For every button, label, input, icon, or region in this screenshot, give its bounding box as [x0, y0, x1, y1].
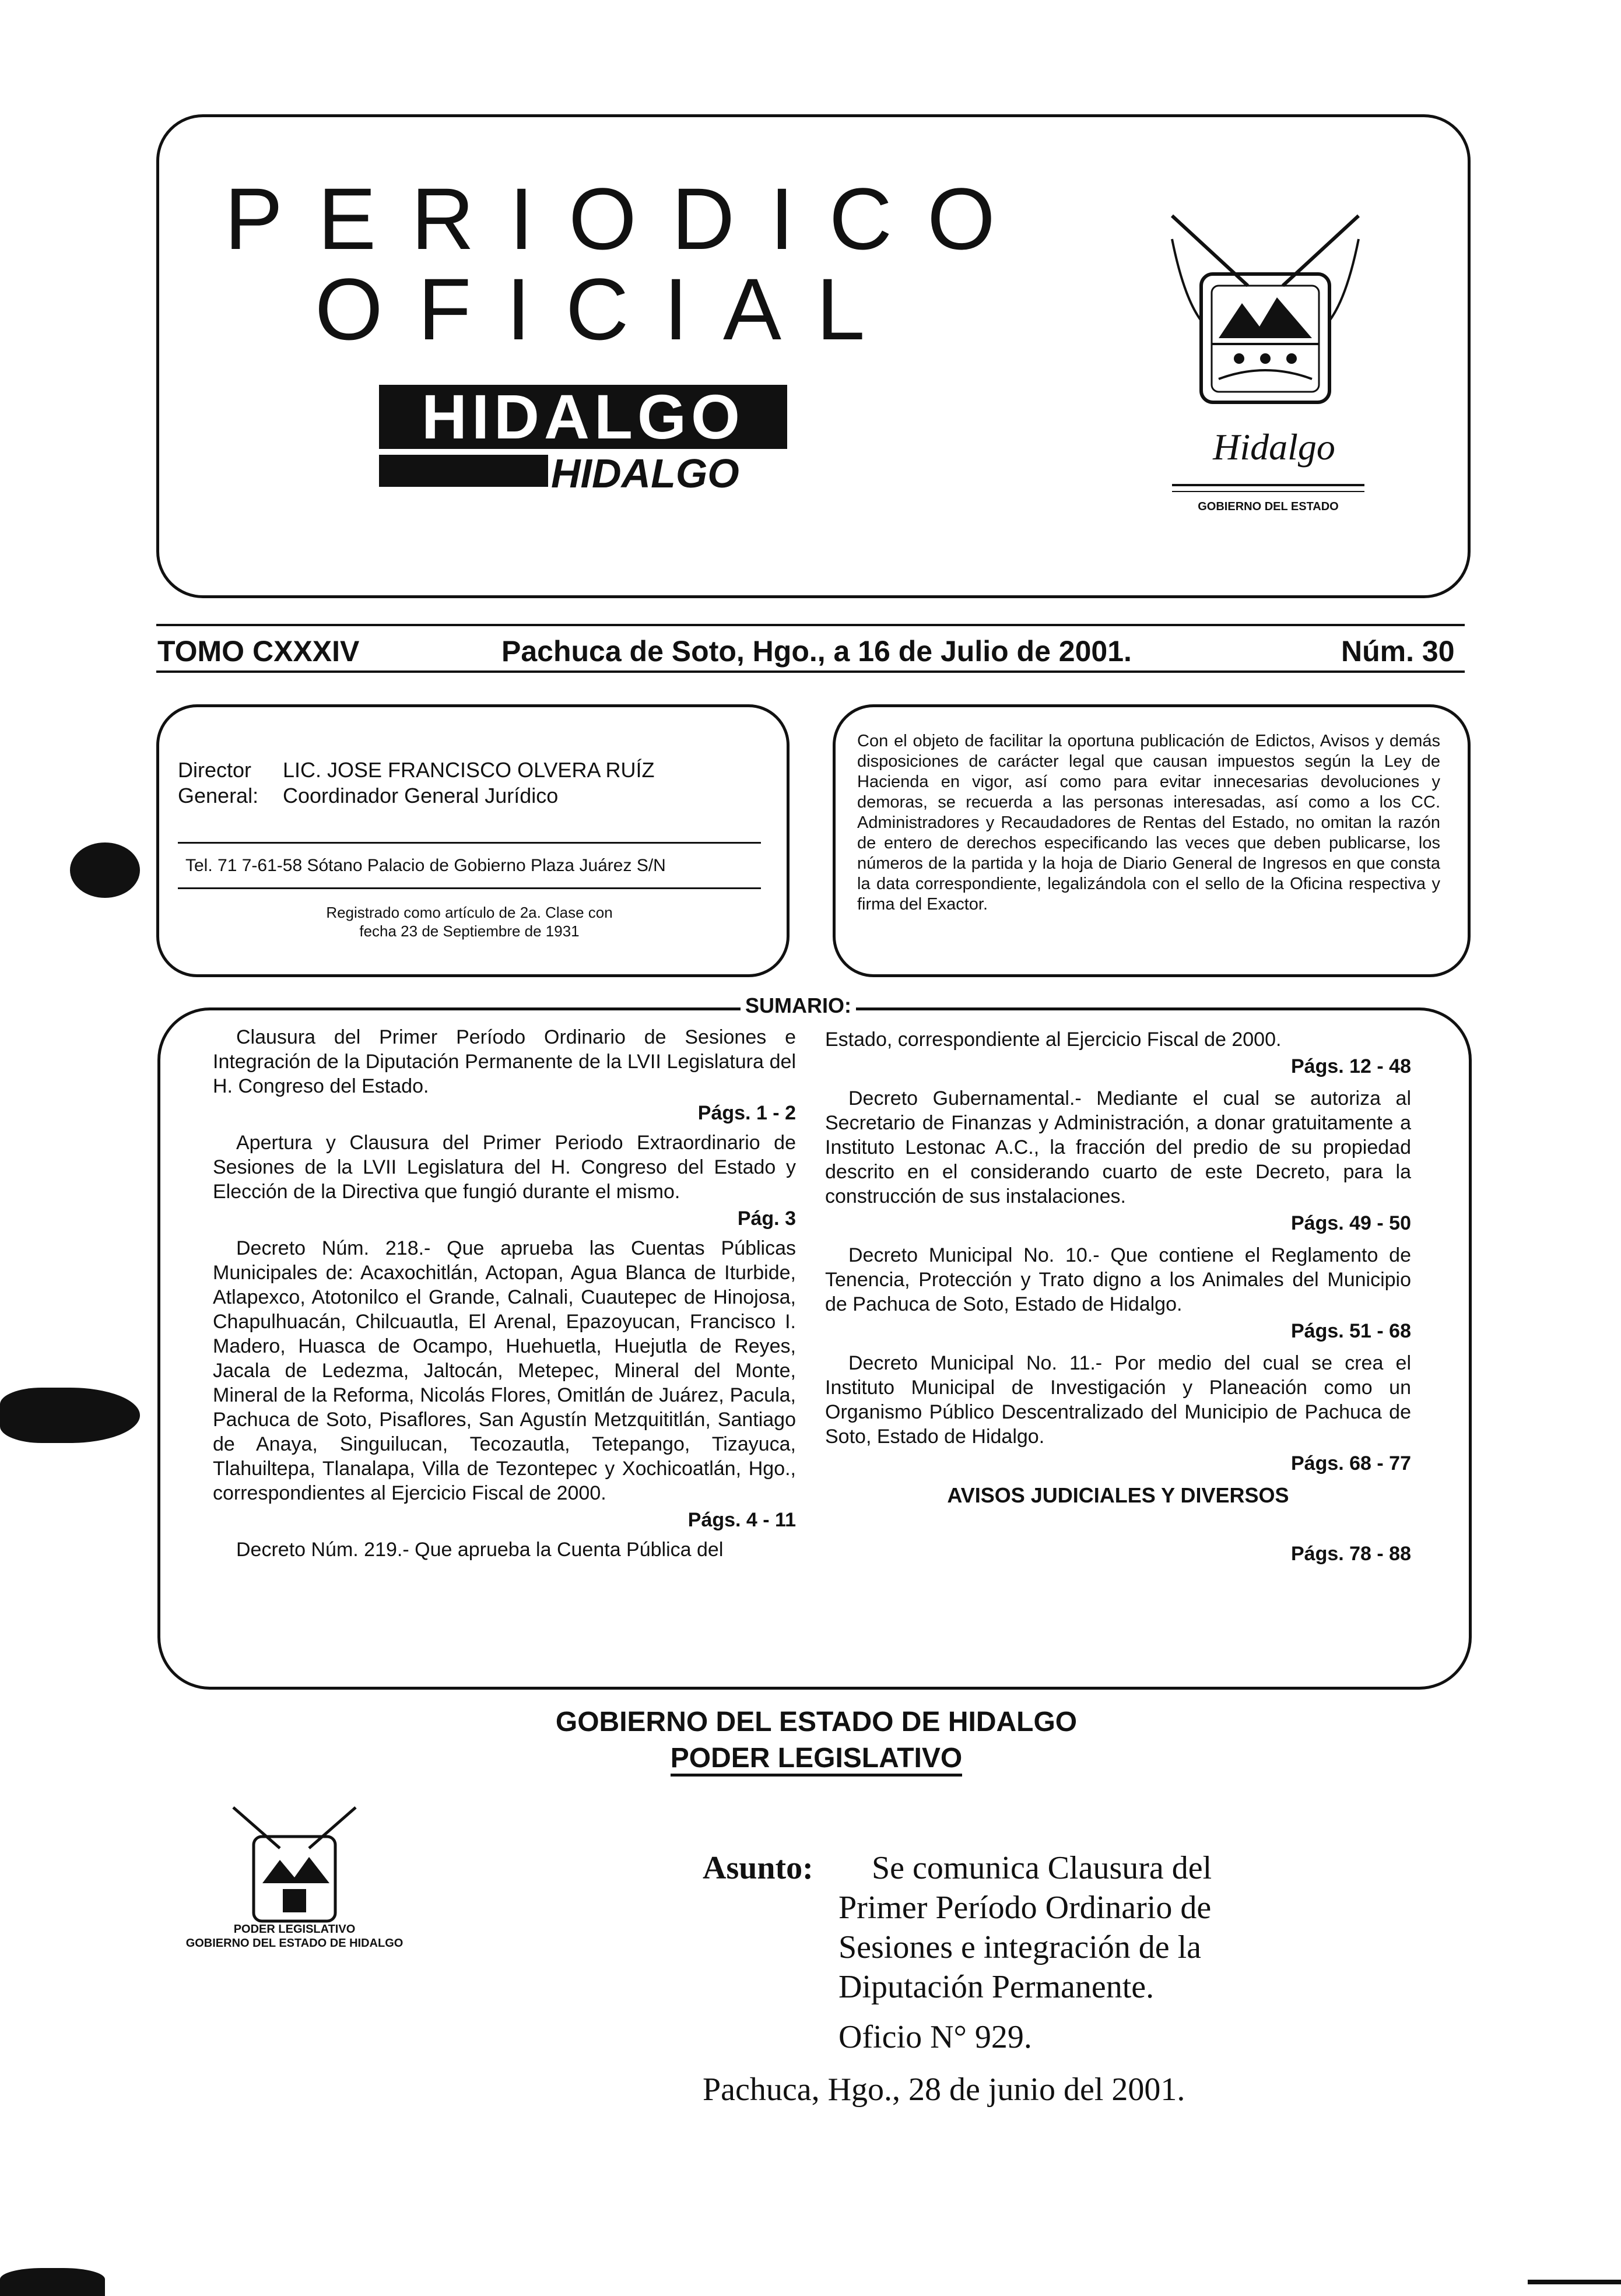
hidalgo-logo-big: HIDALGO	[379, 385, 787, 449]
notice-text: Con el objeto de facilitar la oportuna publicación de Edictos, Avisos y demás disposiciones de carácter legal que causan impuestos según la Ley de Hacienda en vigor, así como para evitar innecesarias devoluciones y demoras, se recuerda a las personas interesadas, así como a los CC. Administradores y Recaudadores de Rentas del Estado, no omitan la razón de entero de derechos especificando las veces que deben publicarse, los números de la partida y la hoja de Diario General de Ingresos en que consta la data correspondiente, legalizándola con el sello de la Oficina respectiva y firma del Exactor.	[857, 732, 1440, 914]
director-label2: General:	[178, 784, 259, 808]
gov-line: GOBIERNO DEL ESTADO DE HIDALGO	[555, 1707, 1078, 1737]
sumario-continuation-pages: Págs. 12 - 48	[1290, 1055, 1411, 1077]
sumario-item-pages: Págs. 51 - 68	[1290, 1320, 1411, 1342]
sumario-item	[213, 1025, 796, 1125]
sumario-item-pages: Pág. 3	[737, 1207, 796, 1230]
issue-number: Núm. 30	[1341, 635, 1455, 668]
sumario-item	[213, 1236, 796, 1532]
sumario-avisos: AVISOS JUDICIALES Y DIVERSOS	[947, 1483, 1289, 1507]
issue-date: Pachuca de Soto, Hgo., a 16 de Julio de 2001.	[501, 635, 1132, 668]
scan-blot	[0, 2268, 105, 2296]
tomo: TOMO CXXXIV	[157, 635, 360, 668]
legislative-seal-caption2: GOBIERNO DEL ESTADO DE HIDALGO	[185, 1937, 404, 1950]
issue-rule-bottom	[156, 670, 1465, 673]
sumario-left-column	[213, 1025, 796, 1562]
director-name: LIC. JOSE FRANCISCO OLVERA RUÍZ	[283, 758, 655, 782]
sumario-avisos-pages: Págs. 78 - 88	[1290, 1543, 1411, 1565]
asunto-label: Asunto:	[703, 1850, 813, 1886]
sumario-item-text: Decreto Núm. 218.- Que aprueba las Cuentas Públicas Municipales de: Acaxochitlán, Actopan, Agua Blanca de Iturbide, Atlapexco, Atotonilco el Grande, Calnali, Cuautepec de Hinojosa, Chapulhuacán, Chilcuautla, El Arenal, Epazoyucan, Francisco I. Madero, Huasca de Ocampo, Huehuetla, Huejutla de Reyes, Jacala de Ledezma, Jaltocán, Metepec, Mineral del Monte, Mineral de la Reforma, Nicolás Flores, Omitlán de Juárez, Pacula, Pachuca de Soto, Pisaflores, San Agustín Metzquititlán, Santiago de Anaya, Singuilucan, Tecozautla, Tetepango, Tizayuca, Tlahuiltepa, Tlanalapa, Villa de Tezontepec y Xochicoatlán, Hgo., correspondientes al Ejercicio Fiscal de 2000.	[213, 1237, 796, 1504]
sumario-item	[213, 1131, 796, 1230]
branch-line-text: PODER LEGISLATIVO	[671, 1743, 962, 1777]
scan-blot	[0, 1388, 140, 1443]
sumario-item-pages: Págs. 68 - 77	[1290, 1452, 1411, 1475]
sumario-item-text: Clausura del Primer Período Ordinario de Sesiones e Integración de la Diputación Permanente de la LVII Legislatura del H. Congreso del Estado.	[213, 1026, 796, 1097]
hidalgo-logo-bar	[379, 455, 548, 487]
letter-date: Pachuca, Hgo., 28 de junio del 2001.	[703, 2072, 1185, 2108]
state-seal-icon	[1160, 204, 1370, 426]
sumario-item-text: Decreto Municipal No. 10.- Que contiene el Reglamento de Tenencia, Protección y Trato digno a los Animales del Municipio de Pachuca de Soto, Estado de Hidalgo.	[825, 1244, 1411, 1315]
asunto-line: Se comunica Clausura del	[872, 1850, 1212, 1886]
sumario-item-pages: Págs. 49 - 50	[1290, 1212, 1411, 1234]
seal-script: Hidalgo	[1213, 426, 1335, 468]
asunto-line: Sesiones e integración de la	[838, 1929, 1202, 1965]
hidalgo-logo-small: HIDALGO	[551, 451, 739, 496]
director-rule2	[178, 887, 761, 889]
sumario-right-column	[825, 1027, 1411, 1565]
scan-blot	[70, 842, 140, 898]
director-role: Coordinador General Jurídico	[283, 784, 559, 808]
asunto-line: Primer Período Ordinario de	[838, 1890, 1212, 1926]
seal-rule-thin	[1172, 491, 1364, 492]
seal-caption: GOBIERNO DEL ESTADO	[1198, 500, 1339, 513]
sumario-item	[825, 1243, 1411, 1343]
sumario-item-pages: Págs. 1 - 2	[697, 1102, 796, 1124]
sumario-item	[213, 1537, 796, 1562]
branch-line	[408, 1742, 1224, 1774]
oficio-number: Oficio N° 929.	[838, 2019, 1032, 2055]
issue-rule-top	[156, 624, 1465, 626]
sumario-item-text: Decreto Núm. 219.- Que aprueba la Cuenta Pública del	[236, 1539, 724, 1561]
sumario-item-pages: Págs. 4 - 11	[687, 1509, 796, 1531]
director-reg2: fecha 23 de Septiembre de 1931	[359, 922, 580, 940]
sumario-item	[825, 1351, 1411, 1475]
asunto-line: Diputación Permanente.	[838, 1969, 1155, 2005]
legislative-seal-icon	[227, 1802, 362, 1930]
director-rule1	[178, 842, 761, 844]
director-tel: Tel. 71 7-61-58 Sótano Palacio de Gobierno Plaza Juárez S/N	[185, 856, 666, 875]
legislative-seal-caption1: PODER LEGISLATIVO	[233, 1923, 356, 1936]
sumario-item-text: Apertura y Clausura del Primer Periodo Extraordinario de Sesiones de la LVII Legislatura del H. Congreso del Estado y Elección de la Directiva que fungió durante el mismo.	[213, 1132, 796, 1203]
sumario-item-text: Decreto Municipal No. 11.- Por medio del cual se crea el Instituto Municipal de Investigación y Planeación como un Organismo Público Descentralizado del Municipio de Pachuca de Soto, Estado de Hidalgo.	[825, 1352, 1411, 1448]
director-reg1: Registrado como artículo de 2a. Clase con	[326, 904, 613, 921]
scan-mark	[1528, 2280, 1621, 2284]
seal-rule	[1172, 484, 1364, 486]
title-periodico: PERIODICO	[224, 170, 1030, 268]
sumario-continuation: Estado, correspondiente al Ejercicio Fiscal de 2000.	[825, 1028, 1282, 1051]
sumario-heading: SUMARIO:	[741, 993, 856, 1018]
sumario-item	[825, 1086, 1411, 1235]
sumario-item-text: Decreto Gubernamental.- Mediante el cual se autoriza al Secretario de Finanzas y Administración, a donar gratuitamente a Instituto Lestonac A.C., la fracción del predio de su propiedad descrito en el considerando cuarto de este Decreto, para la construcción de sus instalaciones.	[825, 1087, 1411, 1207]
director-label1: Director	[178, 758, 252, 782]
title-oficial: OFICIAL	[315, 260, 900, 358]
